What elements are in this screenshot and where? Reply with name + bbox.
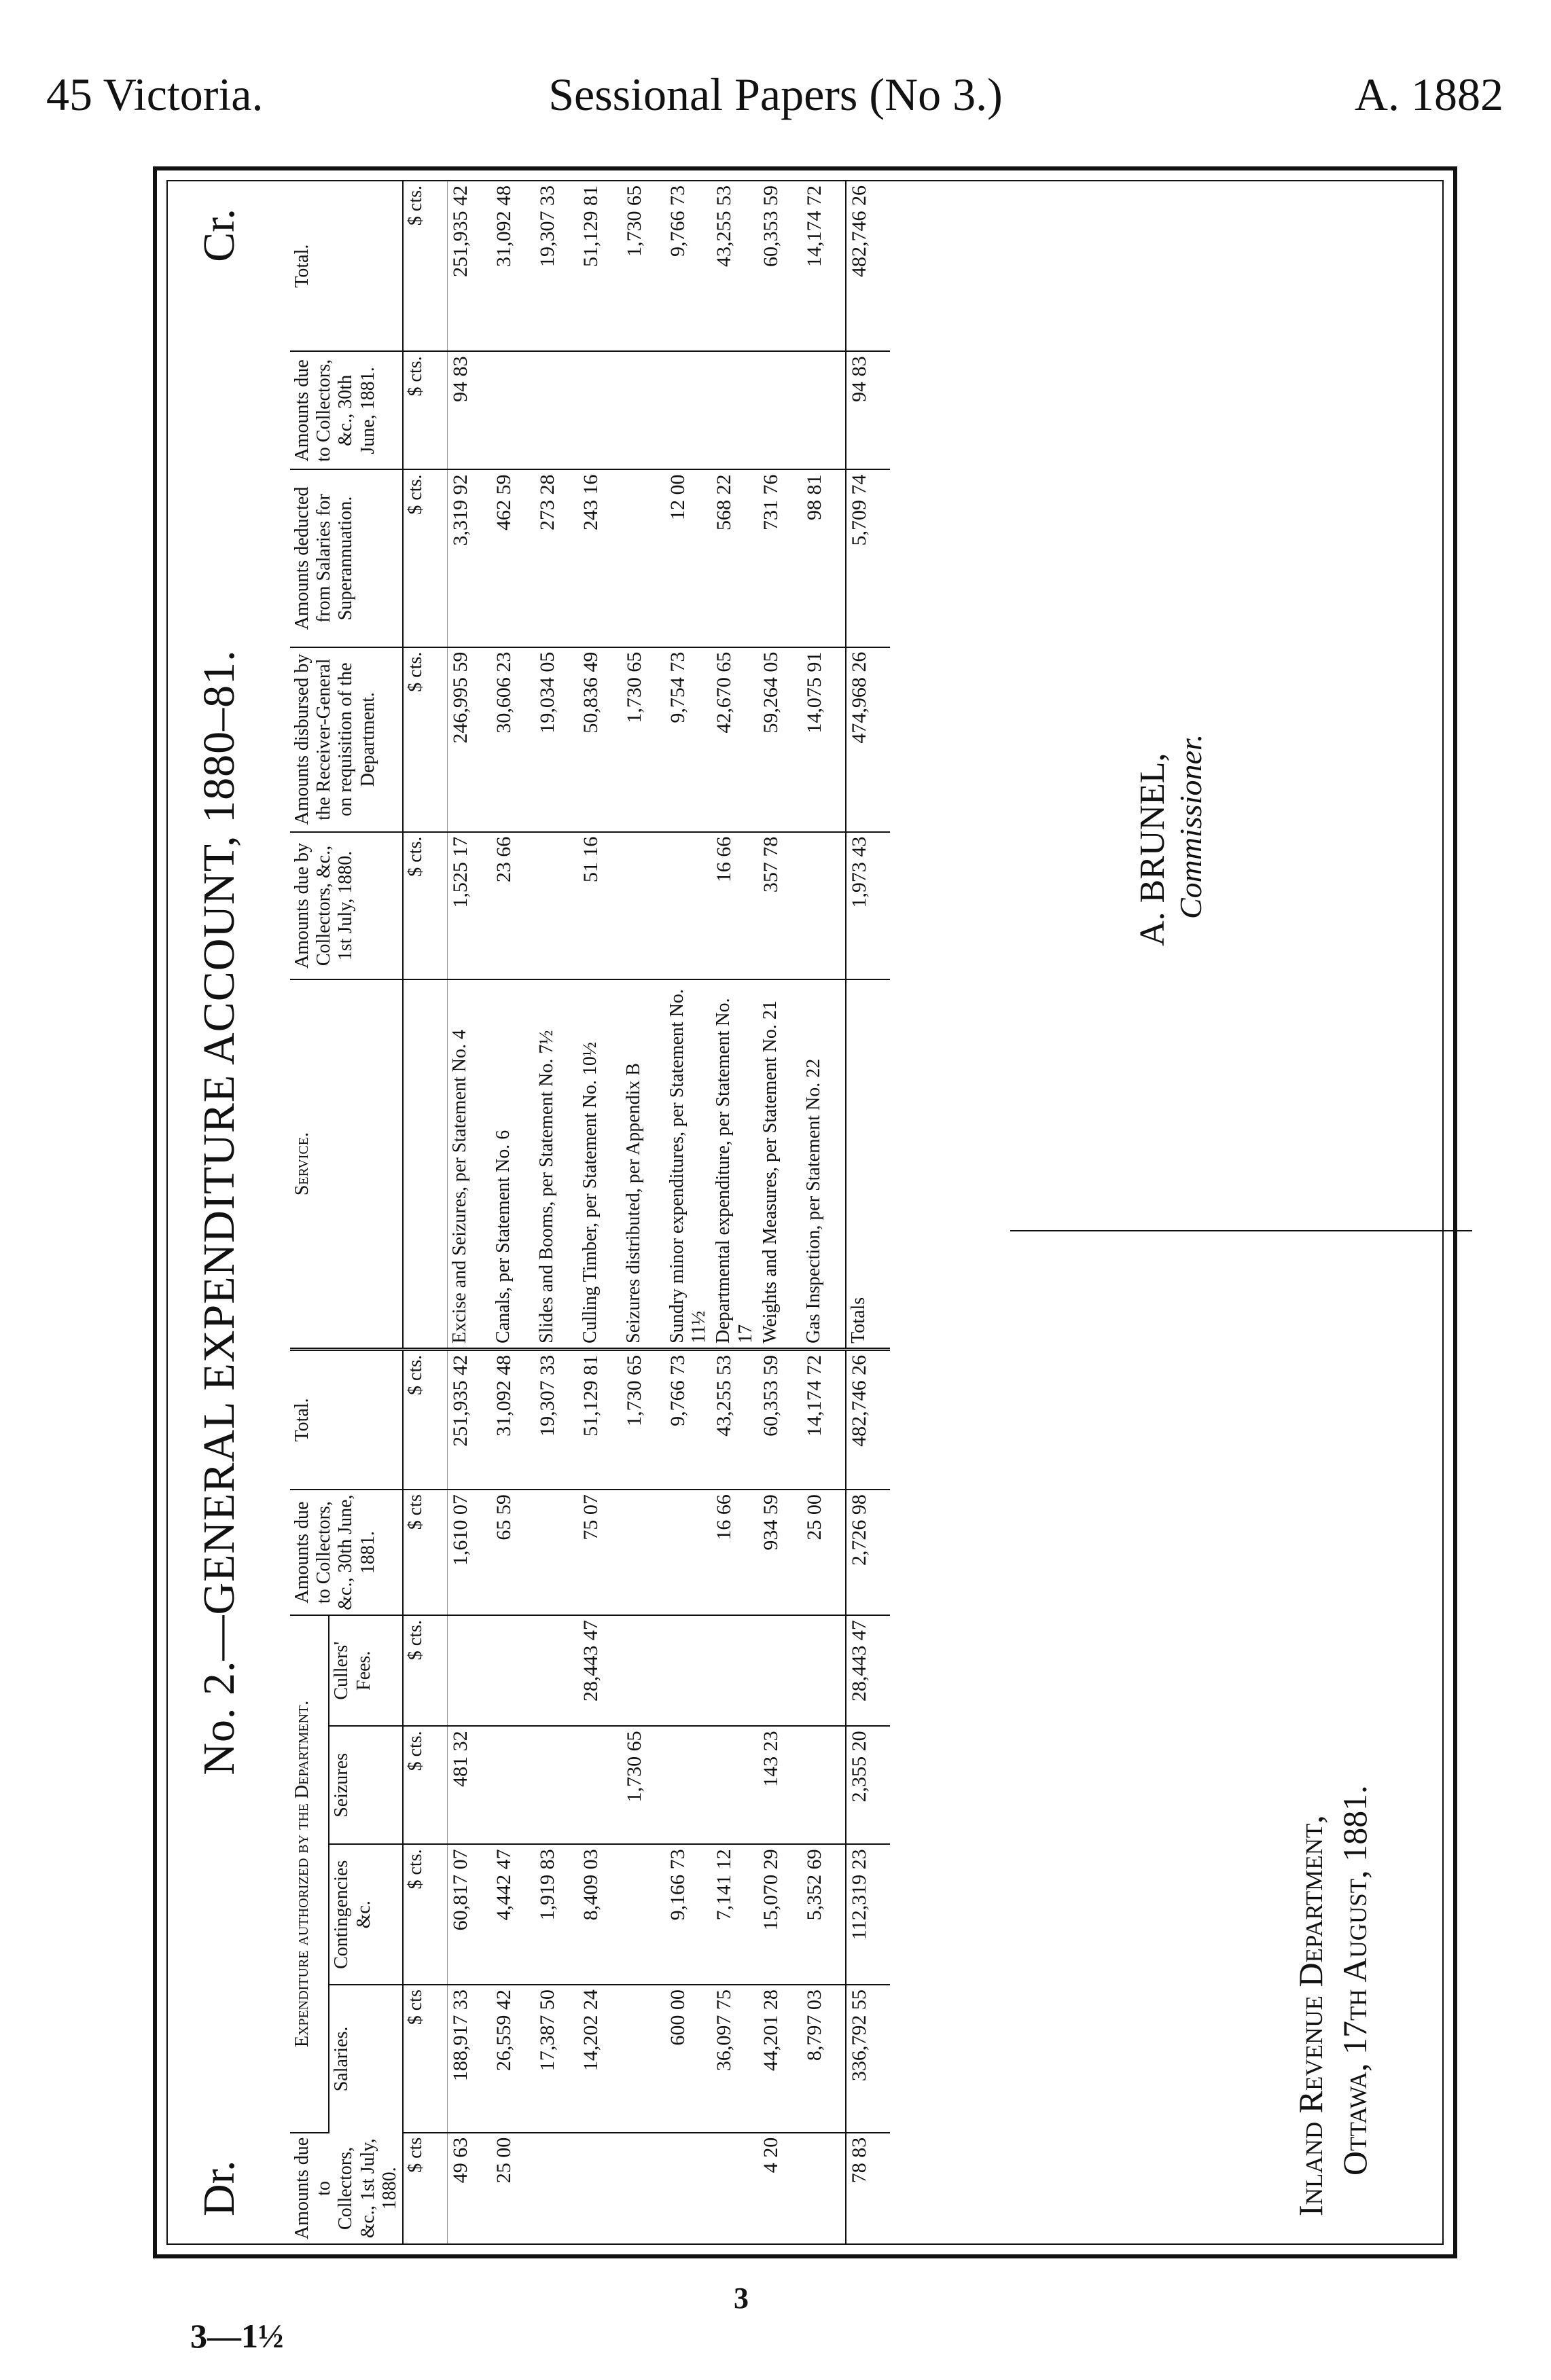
amount-cell: 14,174 72 (802, 1349, 846, 1490)
unit-cell: $ cts. (403, 1726, 448, 1844)
amount-cell (622, 351, 665, 469)
unit-cell: $ cts. (403, 647, 448, 832)
amount-cell (711, 351, 757, 469)
amount-cell: 14,202 24 (578, 1985, 622, 2133)
amount-cell (578, 2133, 622, 2243)
col-salaries: Salaries. (329, 1985, 403, 2133)
amount-cell: 17,387 50 (535, 1985, 578, 2133)
amount-cell (535, 1726, 578, 1844)
amount-cell (622, 469, 665, 647)
service-cell: Sundry minor expenditures, per Statement No. 11½ (665, 979, 711, 1349)
amount-cell: 934 59 (758, 1490, 802, 1615)
amount-cell: 14,075 91 (802, 647, 846, 832)
table-row (665, 181, 711, 2243)
amount-cell: 243 16 (578, 469, 622, 647)
unit-cell: $ cts. (403, 1349, 448, 1490)
unit-cell: $ cts (403, 1985, 448, 2133)
signature-divider (1010, 1230, 1472, 1231)
amount-cell (622, 1490, 665, 1615)
service-cell: Seizures distributed, per Appendix B (622, 979, 665, 1349)
amount-cell: 7,141 12 (711, 1844, 757, 1985)
amount-cell: 273 28 (535, 469, 578, 647)
amount-cell (622, 832, 665, 980)
amount-cell: 43,255 53 (711, 181, 757, 351)
amount-cell: 474,968 26 (846, 647, 890, 832)
amount-cell: 246,995 59 (447, 647, 491, 832)
col-total-dr: Total. (290, 1349, 403, 1490)
amount-cell: 78 83 (846, 2133, 890, 2243)
col-contingencies: Contingencies &c. (329, 1844, 403, 1985)
units-row (403, 181, 448, 2243)
amount-cell: 60,817 07 (447, 1844, 491, 1985)
amount-cell: 482,746 26 (846, 1349, 890, 1490)
amount-cell: 51,129 81 (578, 181, 622, 351)
amount-cell: 482,746 26 (846, 181, 890, 351)
amount-cell (711, 1726, 757, 1844)
amount-cell: 731 76 (758, 469, 802, 647)
unit-cell (403, 979, 448, 1349)
amount-cell: 9,766 73 (665, 1349, 711, 1490)
col-due-by-1st-july: Amounts due by Collectors, &c., 1st July, 1880. (290, 832, 403, 980)
amount-cell: 98 81 (802, 469, 846, 647)
amount-cell: 23 66 (491, 832, 535, 980)
table-row (491, 181, 535, 2243)
amount-cell (535, 351, 578, 469)
col-group-expenditure: Expenditure authorized by the Department. (290, 1615, 329, 2133)
amount-cell: 28,443 47 (846, 1615, 890, 1726)
service-cell: Gas Inspection, per Statement No. 22 (802, 979, 846, 1349)
amount-cell: 94 83 (846, 351, 890, 469)
amount-cell: 2,726 98 (846, 1490, 890, 1615)
table-row (711, 181, 757, 2243)
amount-cell: 336,792 55 (846, 1985, 890, 2133)
col-service: Service. (290, 979, 403, 1349)
amount-cell: 357 78 (758, 832, 802, 980)
amount-cell (665, 1490, 711, 1615)
service-cell: Culling Timber, per Statement No. 10½ (578, 979, 622, 1349)
unit-cell: $ cts. (403, 1844, 448, 1985)
amount-cell: 1,730 65 (622, 647, 665, 832)
amount-cell (665, 832, 711, 980)
table-head (290, 181, 403, 2243)
credit-label: Cr. (194, 209, 244, 262)
unit-cell: $ cts. (403, 181, 448, 351)
amount-cell (665, 2133, 711, 2243)
department-name: Inland Revenue Department, (1291, 1815, 1330, 2216)
page-number: 3 (734, 2282, 749, 2315)
amount-cell (802, 832, 846, 980)
signature-mark: 3—1½ (190, 2317, 284, 2355)
amount-cell: 9,766 73 (665, 181, 711, 351)
debit-label: Dr. (194, 2160, 244, 2216)
amount-cell: 19,307 33 (535, 181, 578, 351)
amount-cell: 462 59 (491, 469, 535, 647)
amount-cell: 44,201 28 (758, 1985, 802, 2133)
amount-cell: 15,070 29 (758, 1844, 802, 1985)
amount-cell (491, 351, 535, 469)
amount-cell: 94 83 (447, 351, 491, 469)
col-deducted: Amounts deducted from Salaries for Superannuation. (290, 469, 403, 647)
amount-cell: 4,442 47 (491, 1844, 535, 1985)
amount-cell (622, 1985, 665, 2133)
amount-cell (802, 1726, 846, 1844)
table-body (403, 181, 890, 2243)
amount-cell (802, 1615, 846, 1726)
amount-cell: 28,443 47 (578, 1615, 622, 1726)
amount-cell: 59,264 05 (758, 647, 802, 832)
amount-cell: 26,559 42 (491, 1985, 535, 2133)
amount-cell: 9,166 73 (665, 1844, 711, 1985)
amount-cell: 1,973 43 (846, 832, 890, 980)
title-band (168, 181, 290, 2243)
amount-cell: 1,730 65 (622, 1726, 665, 1844)
amount-cell: 1,730 65 (622, 181, 665, 351)
unit-cell: $ cts (403, 2133, 448, 2243)
department-date: Ottawa, 17th August, 1881. (1336, 1785, 1374, 2176)
amount-cell (665, 351, 711, 469)
expenditure-table (290, 181, 890, 2243)
amount-cell (711, 1615, 757, 1726)
amount-cell: 568 22 (711, 469, 757, 647)
service-cell: Excise and Seizures, per Statement No. 4 (447, 979, 491, 1349)
service-cell: Departmental expenditure, per Statement No. 17 (711, 979, 757, 1349)
amount-cell: 14,174 72 (802, 181, 846, 351)
amount-cell (578, 351, 622, 469)
amount-cell: 19,307 33 (535, 1349, 578, 1490)
amount-cell (491, 1615, 535, 1726)
amount-cell: 251,935 42 (447, 1349, 491, 1490)
amount-cell: 8,797 03 (802, 1985, 846, 2133)
amount-cell: 188,917 33 (447, 1985, 491, 2133)
amount-cell (665, 1615, 711, 1726)
amount-cell (758, 1615, 802, 1726)
amount-cell (711, 2133, 757, 2243)
amount-cell: 30,606 23 (491, 647, 535, 832)
table-row (578, 181, 622, 2243)
amount-cell (622, 1844, 665, 1985)
amount-cell (535, 832, 578, 980)
amount-cell: 2,355 20 (846, 1726, 890, 1844)
amount-cell: 60,353 59 (758, 181, 802, 351)
col-cullers-fees: Cullers' Fees. (329, 1615, 403, 1726)
amount-cell (578, 1726, 622, 1844)
table-row (447, 181, 491, 2243)
amount-cell: 16 66 (711, 832, 757, 980)
account-title: No. 2.—GENERAL EXPENDITURE ACCOUNT, 1880–81. (194, 649, 244, 1775)
amount-cell: 25 00 (492, 2137, 515, 2184)
col-seizures: Seizures (329, 1726, 403, 1844)
unit-cell: $ cts (403, 1490, 448, 1615)
amount-cell: 31,092 48 (491, 181, 535, 351)
amount-cell (622, 2133, 665, 2243)
header-year: A. 1882 (1354, 69, 1503, 120)
amount-cell: 42,670 65 (711, 647, 757, 832)
amount-cell: 4 20 (759, 2137, 782, 2174)
amount-cell: 36,097 75 (711, 1985, 757, 2133)
commissioner-name: A. BRUNEL, (1133, 753, 1172, 946)
amount-cell: 65 59 (491, 1490, 535, 1615)
col-disbursed: Amounts disbursed by the Receiver-General on requisition of the Department. (290, 647, 403, 832)
amount-cell: 43,255 53 (711, 1349, 757, 1490)
unit-cell: $ cts. (403, 351, 448, 469)
service-cell: Weights and Measures, per Statement No. 21 (758, 979, 802, 1349)
table-row (802, 181, 846, 2243)
amount-cell: 1,919 83 (535, 1844, 578, 1985)
totals-row (846, 181, 890, 2243)
rotated-account-sheet (153, 166, 1457, 2258)
amount-cell (802, 351, 846, 469)
amount-cell: 51 16 (578, 832, 622, 980)
amount-cell: 31,092 48 (491, 1349, 535, 1490)
amount-cell (802, 2133, 846, 2243)
amount-cell: 25 00 (802, 1490, 846, 1615)
header-papers: Sessional Papers (No 3.) (548, 69, 1003, 120)
table-row (535, 181, 578, 2243)
amount-cell: 600 00 (665, 1985, 711, 2133)
amount-cell (535, 1615, 578, 1726)
amount-cell: 5,709 74 (846, 469, 890, 647)
header-session: 45 Victoria. (46, 69, 264, 120)
amount-cell: 49 63 (448, 2137, 471, 2184)
table-row (622, 181, 665, 2243)
sheet-inner-frame (166, 180, 1444, 2245)
col-due-30th-june: Amounts due to Collectors, &c., 30th June, 1881. (290, 1490, 403, 1615)
service-cell: Canals, per Statement No. 6 (491, 979, 535, 1349)
amount-cell (535, 1490, 578, 1615)
amount-cell (758, 351, 802, 469)
amount-cell: 9,754 73 (665, 647, 711, 832)
amount-cell: 251,935 42 (447, 181, 491, 351)
amount-cell (622, 1615, 665, 1726)
department-dateline (1289, 1785, 1377, 2216)
amount-cell: 50,836 49 (578, 647, 622, 832)
amount-cell: 16 66 (711, 1490, 757, 1615)
amount-cell: 1,610 07 (447, 1490, 491, 1615)
amount-cell: 51,129 81 (578, 1349, 622, 1490)
commissioner-title: Commissioner. (1173, 734, 1208, 919)
amount-cell: 5,352 69 (802, 1844, 846, 1985)
amount-cell: 481 32 (447, 1726, 491, 1844)
amount-cell: 143 23 (758, 1726, 802, 1844)
col-due-to-30th-june: Amounts due to Collectors, &c., 30th June, 1881. (290, 351, 403, 469)
amount-cell (491, 1726, 535, 1844)
service-cell: Totals (846, 979, 890, 1349)
amount-cell: 1,730 65 (622, 1349, 665, 1490)
amount-cell (665, 1726, 711, 1844)
amount-cell: 112,319 23 (846, 1844, 890, 1985)
amount-cell: 3,319 92 (447, 469, 491, 647)
unit-cell: $ cts. (403, 469, 448, 647)
amount-cell: 8,409 03 (578, 1844, 622, 1985)
table-row (758, 181, 802, 2243)
amount-cell (535, 2133, 578, 2243)
amount-cell (447, 1615, 491, 1726)
unit-cell: $ cts. (403, 832, 448, 980)
amount-cell: 60,353 59 (758, 1349, 802, 1490)
col-total-cr: Total. (290, 181, 403, 351)
commissioner-signature (1133, 734, 1209, 946)
unit-cell: $ cts. (403, 1615, 448, 1726)
service-cell: Slides and Booms, per Statement No. 7½ (535, 979, 578, 1349)
amount-cell: 75 07 (578, 1490, 622, 1615)
amount-cell: 19,034 05 (535, 647, 578, 832)
amount-cell: 1,525 17 (447, 832, 491, 980)
col-due-1st-july: Amounts due to Collectors, &c., 1st July, 1880. (290, 2133, 403, 2243)
amount-cell: 12 00 (665, 469, 711, 647)
